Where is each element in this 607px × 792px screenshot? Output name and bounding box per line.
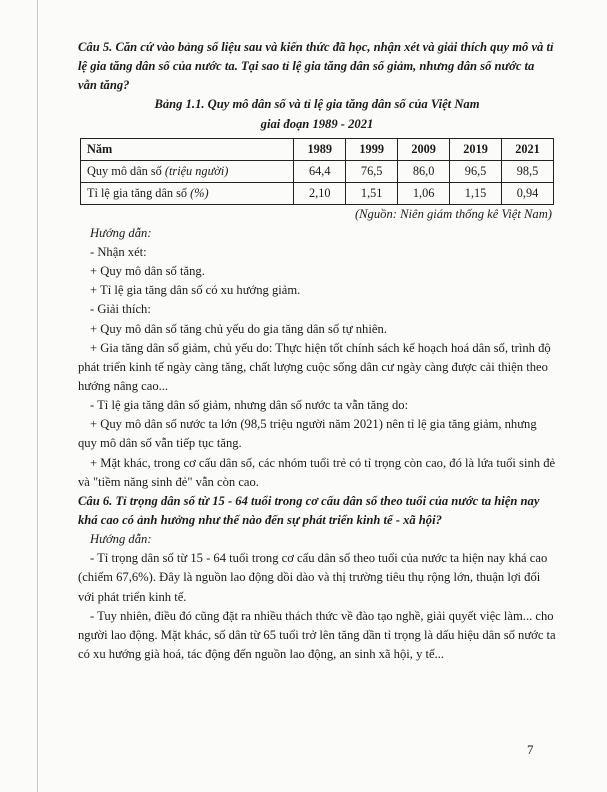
table-cell: 1,15 [450,182,502,204]
table-cell: 98,5 [502,160,554,182]
answer-paragraph: - Tỉ trọng dân số từ 15 - 64 tuổi trong cơ cấu dân số theo tuổi của nước ta hiện nay khá cao (chiếm 67,6%). Đây là nguồn lao động dồi dào và thị trường tiêu thụ rộng lớn, thuận lợi đối với phát triển kinh tế. [78,551,548,604]
row-label-population: Quy mô dân số (triệu người) [81,160,294,182]
guide-label: Hướng dẫn: [90,225,152,240]
population-table [80,138,554,205]
table-cell: 96,5 [450,160,502,182]
answer-line: - Giải thích: [90,302,151,317]
page-margin-line [37,0,38,792]
page-number: 7 [527,742,534,757]
table-cell: 86,0 [398,160,450,182]
guide-label: Hướng dẫn: [90,532,152,547]
table-cell: 2,10 [294,182,346,204]
table-caption: Bảng 1.1. Quy mô dân số và tỉ lệ gia tăng dân số của Việt Nam [154,97,480,112]
answer-paragraph: + Mặt khác, trong cơ cấu dân số, các nhóm tuổi trẻ có tỉ trọng còn cao, đó là lứa tuổi sinh đẻ và "tiềm năng sinh đẻ" vẫn còn cao. [78,455,556,489]
header-1989: 1989 [294,138,346,160]
table-cell: 1,51 [346,182,398,204]
table-row [81,182,554,204]
table-cell: 64,4 [294,160,346,182]
answer-line: - Tỉ lệ gia tăng dân số giảm, nhưng dân số nước ta vẫn tăng do: [90,398,409,413]
answer-paragraph: + Quy mô dân số nước ta lớn (98,5 triệu người năm 2021) nên tỉ lệ gia tăng giảm, nhưng quy mô dân số vẫn tiếp tục tăng. [78,417,537,451]
question-6-title: Câu 6. Tỉ trọng dân số từ 15 - 64 tuổi trong cơ cấu dân số theo tuổi của nước ta hiện nay khá cao có ảnh hưởng như thế nào đến sự phát triển kinh tế - xã hội? [78,493,540,527]
answer-paragraph: + Gia tăng dân số giảm, chủ yếu do: Thực hiện tốt chính sách kế hoạch hoá dân số, trình độ phát triển kinh tế ngày càng tăng, chất lượng cuộc sống dân cư ngày càng được cải thiện theo hướng nâng cao... [78,340,551,393]
table-caption-period: giai đoạn 1989 - 2021 [260,116,374,131]
row-label-growth-rate: Tỉ lệ gia tăng dân số (%) [81,182,294,204]
table-cell: 0,94 [502,182,554,204]
table-cell: 1,06 [398,182,450,204]
question-5-title: Câu 5. Căn cứ vào bảng số liệu sau và kiến thức đã học, nhận xét và giải thích quy mô và tỉ lệ gia tăng dân số của nước ta. Tại sao tỉ lệ gia tăng dân số giảm, nhưng dân số nước ta vẫn tăng? [78,40,554,93]
table-source: (Nguồn: Niên giám thống kê Việt Nam) [354,206,552,221]
table-cell: 76,5 [346,160,398,182]
header-year: Năm [81,138,294,160]
page-content [78,38,556,664]
header-2021: 2021 [502,138,554,160]
header-2019: 2019 [450,138,502,160]
header-1999: 1999 [346,138,398,160]
answer-line: - Nhận xét: [90,244,147,259]
answer-paragraph: - Tuy nhiên, điều đó cũng đặt ra nhiều thách thức về đào tạo nghề, giải quyết việc làm... cho người lao động. Mặt khác, số dân từ 65 tuổi trở lên tăng dần tỉ trọng là dấu hiệu dân số nước ta có xu hướng già hoá, tác động đến nguồn lao động, an sinh xã hội, y tế... [78,608,556,661]
table-header-row [81,138,554,160]
header-2009: 2009 [398,138,450,160]
answer-line: + Quy mô dân số tăng chủ yếu do gia tăng dân số tự nhiên. [90,321,387,336]
table-row [81,160,554,182]
answer-line: + Tỉ lệ gia tăng dân số có xu hướng giảm. [90,283,301,298]
answer-line: + Quy mô dân số tăng. [90,264,205,279]
